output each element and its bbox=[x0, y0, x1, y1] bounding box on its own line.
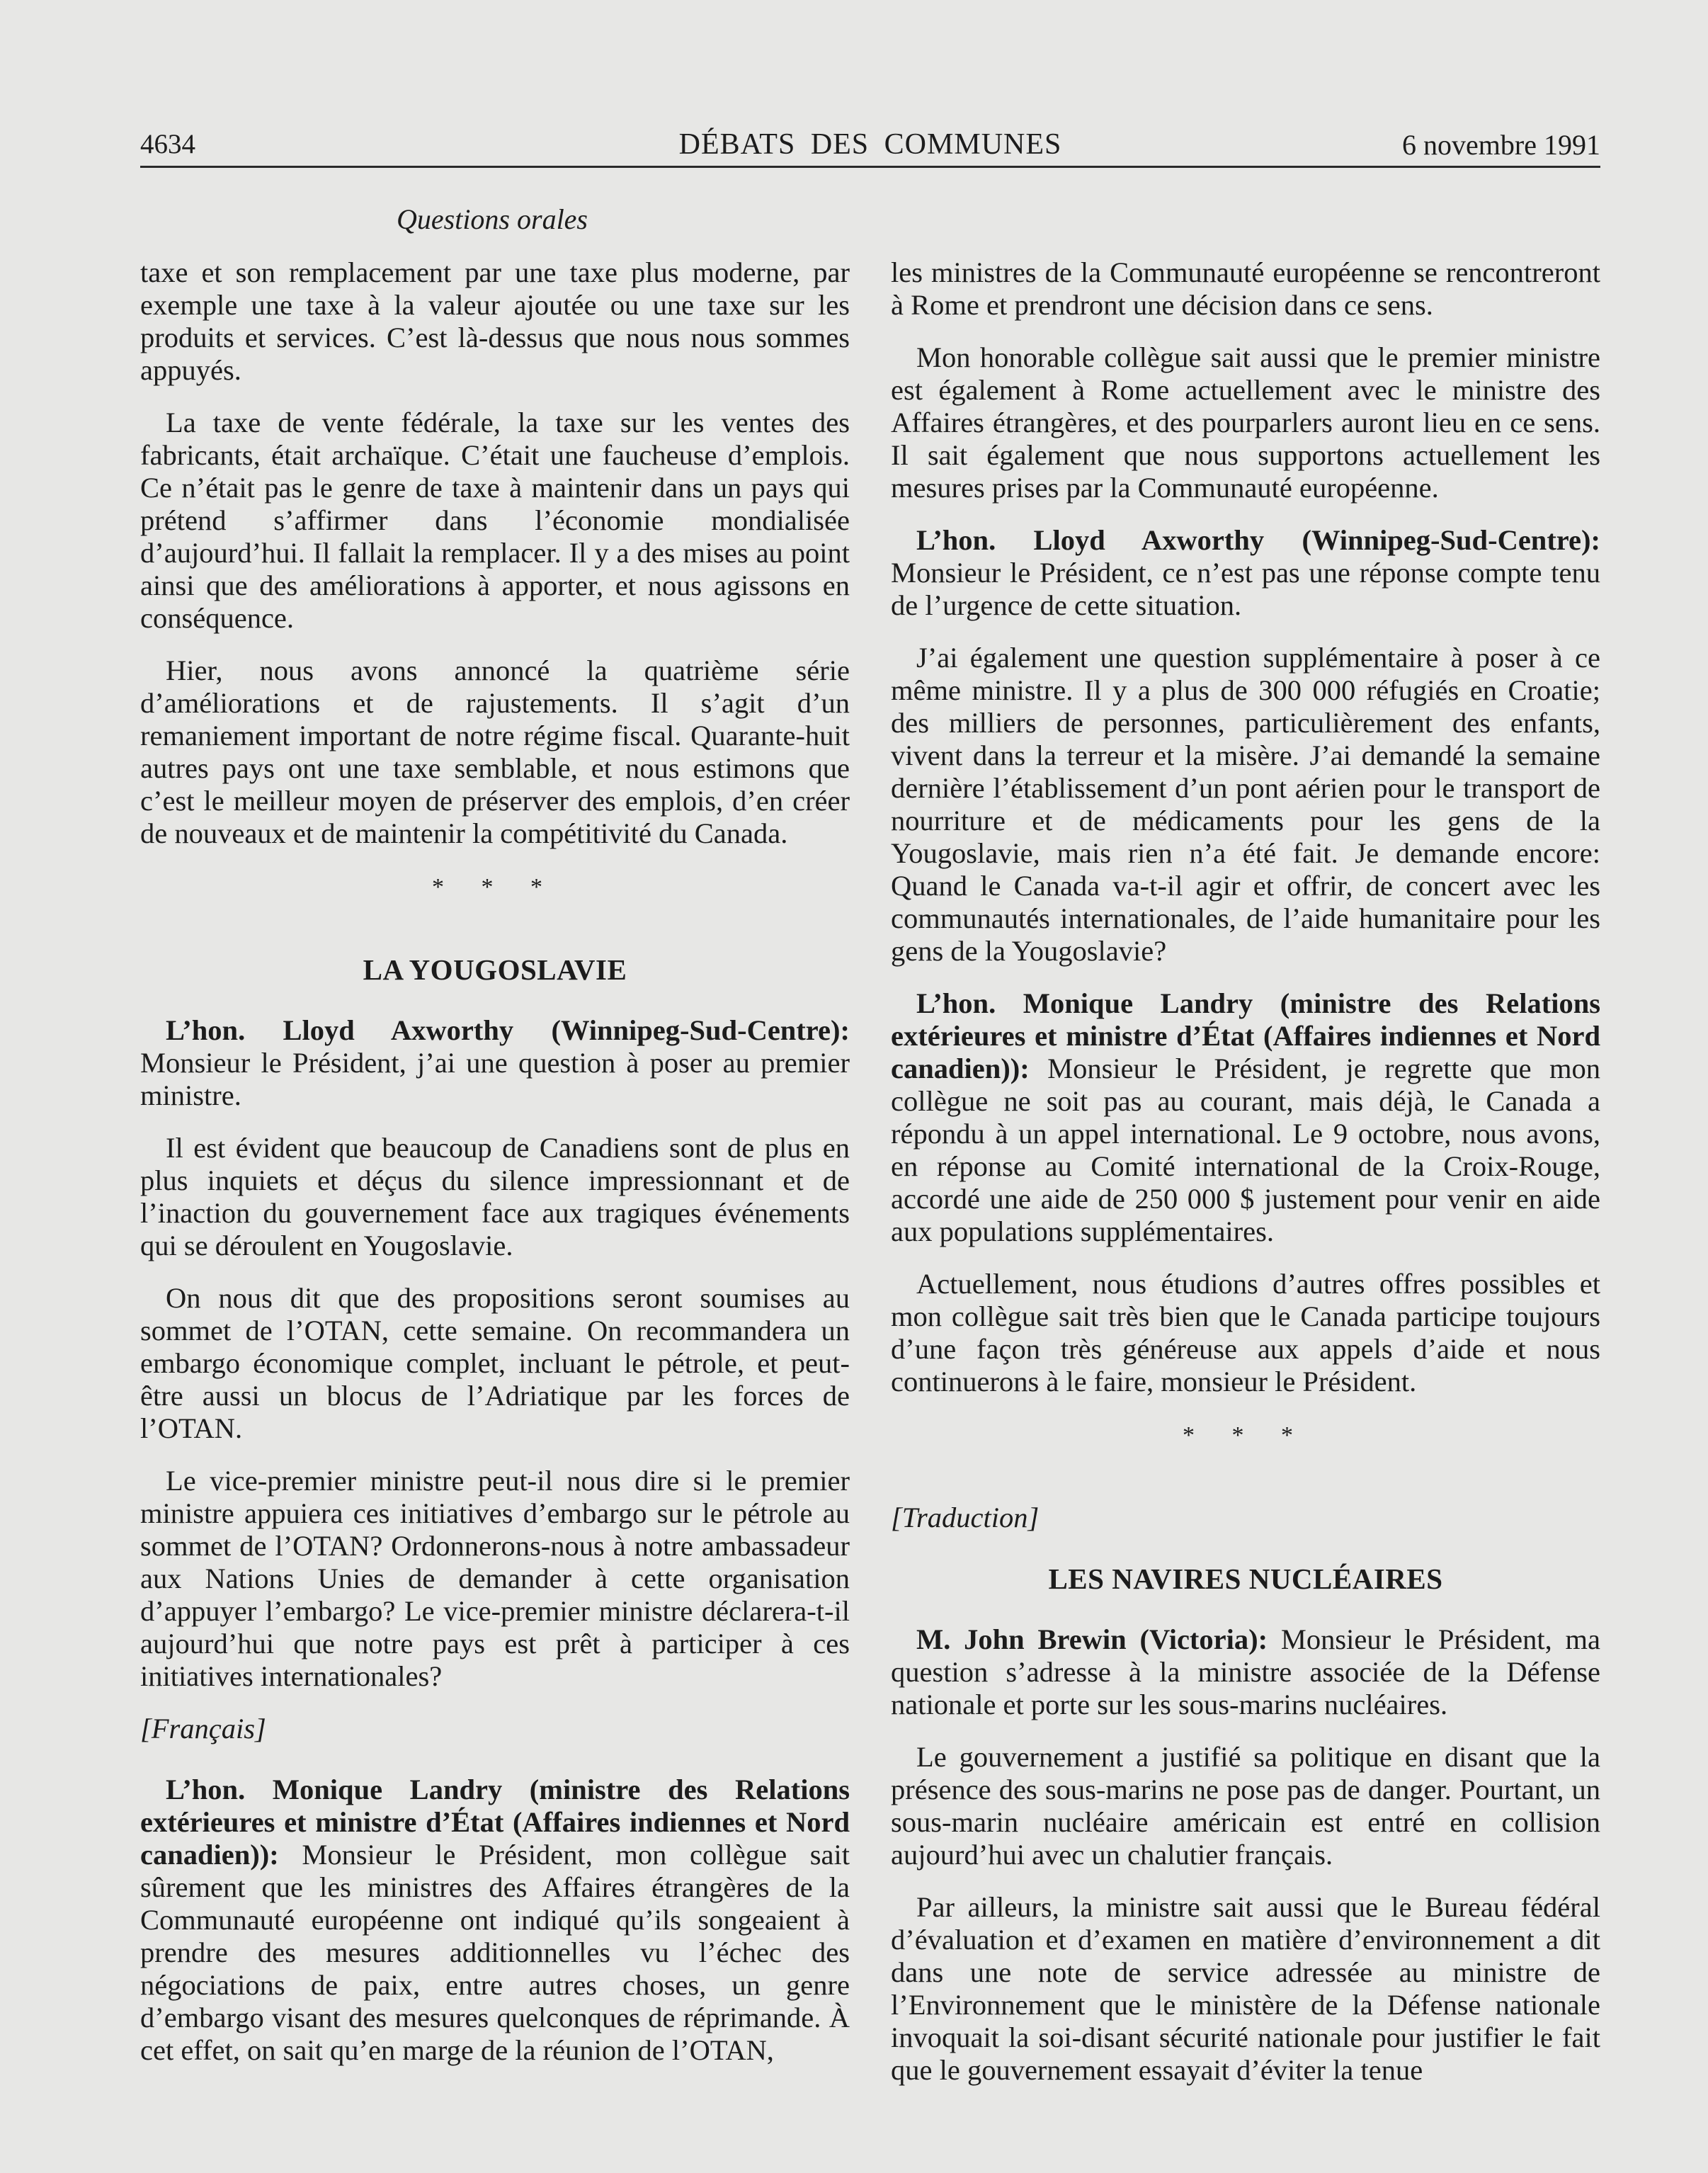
paragraph: Hier, nous avons annoncé la quatrième série d’améliorations et de rajustements. Il s’agit d’un remaniement important de notre régime fiscal. Quarante-huit autres pays ont une taxe semblable, et nous estimons que c’est le meilleur moyen de préserver des emplois, d’en créer de nouveaux et de maintenir la compétitivité du Canada. bbox=[140, 654, 850, 849]
speech-text: Monsieur le Président, je regrette que mon collègue ne soit pas au courant, mais déjà, le Canada a répondu à un appel international. Le 9 octobre, nous avons, en réponse au Comité international de la Croix-Rouge, accordé une aide de 250 000 $ justement pour venir en aide aux populations supplémentaires. bbox=[891, 1053, 1600, 1247]
speaker-name: L’hon. Monique Landry (ministre des Relations extérieures et ministre d’État (Affaires indiennes et Nord canadien)): bbox=[891, 987, 1600, 1084]
paragraph: Le gouvernement a justifié sa politique en disant que la présence des sous-marins ne pose pas de danger. Pourtant, un sous-marin nucléaire américain est entré en collision aujourd’hui avec un chalutier français. bbox=[891, 1741, 1600, 1871]
speaker-name: L’hon. Lloyd Axworthy (Winnipeg-Sud-Centre): bbox=[166, 1014, 850, 1046]
speech-text: Monsieur le Président, ma question s’adresse à la ministre associée de la Défense nationale et porte sur les sous-marins nucléaires. bbox=[891, 1623, 1601, 1720]
speaker-name: L’hon. Monique Landry (ministre des Relations extérieures et ministre d’État (Affaires indiennes et Nord canadien)): bbox=[140, 1774, 850, 1871]
speech-paragraph bbox=[891, 524, 1600, 622]
paragraph: Le vice-premier ministre peut-il nous dire si le premier ministre appuiera ces initiatives d’embargo sur le pétrole au sommet de l’OTAN? Ordonnerons-nous à notre ambassadeur aux Nations Unies de demander à cette organisation d’appuyer l’embargo? Le vice-premier ministre déclarera-t-il aujourd’hui que notre pays est prêt à participer à ces initiatives internationales? bbox=[140, 1465, 850, 1692]
paragraph: Il est évident que beaucoup de Canadiens sont de plus en plus inquiets et déçus du silence impressionnant et de l’inaction du gouvernement face aux tragiques événements qui se déroulent en Yougoslavie. bbox=[140, 1132, 850, 1261]
speaker-name: L’hon. Lloyd Axworthy (Winnipeg-Sud-Centre): bbox=[916, 524, 1600, 556]
section-separator: * * * bbox=[432, 874, 558, 900]
speech-paragraph bbox=[891, 1623, 1600, 1721]
page-number: 4634 bbox=[140, 129, 195, 159]
speech-paragraph bbox=[891, 987, 1600, 1248]
page-header bbox=[140, 126, 1600, 168]
paragraph: Par ailleurs, la ministre sait aussi que le Bureau fédéral d’évaluation et d’examen en matière d’environnement a dit dans une note de service adressée au ministre de l’Environnement que le ministère de la Défense nationale invoquait la soi-disant sécurité nationale pour justifier le fait que le gouvernement essayait d’éviter la tenue bbox=[891, 1891, 1600, 2086]
language-tag: [Français] bbox=[140, 1713, 266, 1744]
paragraph: On nous dit que des propositions seront soumises au sommet de l’OTAN, cette semaine. On recommandera un embargo économique complet, incluant le pétrole, et peut-être aussi un blocus de l’Adriatique par les forces de l’OTAN. bbox=[140, 1282, 850, 1444]
speech-text: Monsieur le Président, j’ai une question à poser au premier ministre. bbox=[140, 1047, 850, 1111]
section-heading: LES NAVIRES NUCLÉAIRES bbox=[1048, 1562, 1443, 1595]
publication-title: DÉBATS DES COMMUNES bbox=[678, 128, 1062, 161]
section-heading: LA YOUGOSLAVIE bbox=[363, 953, 627, 986]
language-tag: [Traduction] bbox=[891, 1502, 1040, 1533]
paragraph: taxe et son remplacement par une taxe plus moderne, par exemple une taxe à la valeur ajoutée ou une taxe sur les produits et services. C’est là-dessus que nous nous sommes appuyés. bbox=[140, 256, 850, 386]
left-column bbox=[140, 256, 850, 2087]
section-label: Questions orales bbox=[397, 203, 588, 235]
publication-date: 6 novembre 1991 bbox=[1402, 129, 1600, 161]
speech-text: Monsieur le Président, ce n’est pas une réponse compte tenu de l’urgence de cette situation. bbox=[891, 557, 1600, 621]
speech-paragraph bbox=[140, 1014, 850, 1112]
speech-text: Monsieur le Président, mon collègue sait sûrement que les ministres des Affaires étrangères de la Communauté européenne ont indiqué qu’ils songeaient à prendre des mesures additionnelles vu l’échec des négociations de paix, entre autres choses, un genre d’embargo visant des mesures quelconques de réprimande. À cet effet, on sait qu’en marge de la réunion de l’OTAN, bbox=[140, 1839, 850, 2066]
speaker-name: M. John Brewin (Victoria): bbox=[916, 1623, 1268, 1655]
paragraph: Actuellement, nous étudions d’autres offres possibles et mon collègue sait très bien que le Canada participe toujours d’une façon très généreuse aux appels d’aide et nous continuerons à le faire, monsieur le Président. bbox=[891, 1268, 1600, 1397]
right-column bbox=[891, 256, 1600, 2106]
paragraph: les ministres de la Communauté européenne se rencontreront à Rome et prendront une décision dans ce sens. bbox=[891, 256, 1600, 321]
paragraph: Mon honorable collègue sait aussi que le premier ministre est également à Rome actuellement avec le ministre des Affaires étrangères, et des pourparlers auront lieu en ce sens. Il sait également que nous supportons actuellement les mesures prises par la Communauté européenne. bbox=[891, 341, 1600, 504]
paragraph: J’ai également une question supplémentaire à poser à ce même ministre. Il y a plus de 300 000 réfugiés en Croatie; des milliers de personnes, particulièrement des enfants, vivent dans la terreur et la misère. J’ai demandé la semaine dernière l’établissement d’un pont aérien pour le transport de nourriture et de médicaments pour les gens de la Yougoslavie, mais rien n’a été fait. Je demande encore: Quand le Canada va-t-il agir et offrir, de concert avec les communautés internationales, de l’aide humanitaire pour les gens de la Yougoslavie? bbox=[891, 642, 1600, 967]
section-separator: * * * bbox=[1183, 1422, 1309, 1448]
paragraph: La taxe de vente fédérale, la taxe sur les ventes des fabricants, était archaïque. C’était une faucheuse d’emplois. Ce n’était pas le genre de taxe à maintenir dans un pays qui prétend s’affirmer dans l’économie mondialisée d’aujourd’hui. Il fallait la remplacer. Il y a des mises au point ainsi que des améliorations à apporter, et nous agissons en conséquence. bbox=[140, 407, 850, 634]
speech-paragraph bbox=[140, 1774, 850, 2067]
